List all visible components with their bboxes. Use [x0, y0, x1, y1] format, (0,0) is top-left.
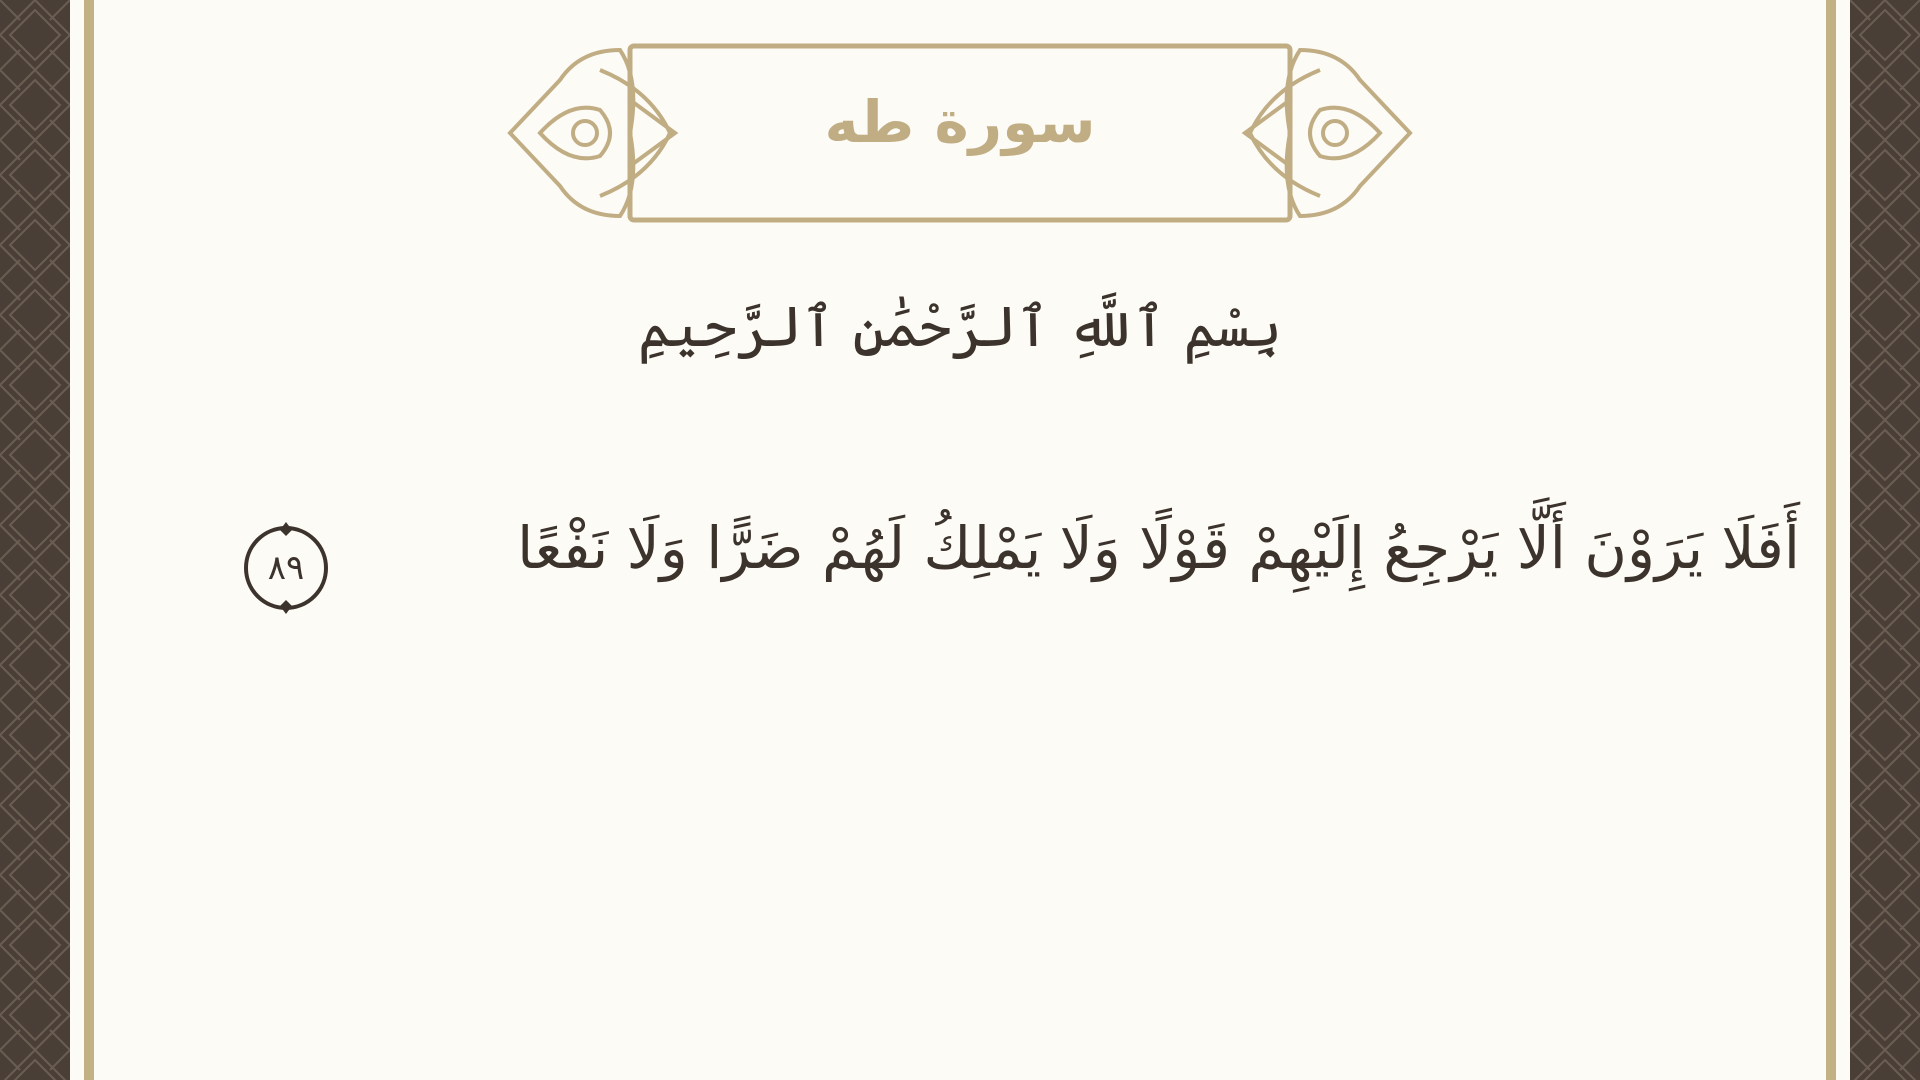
right-pattern-border [1850, 0, 1920, 1080]
verse-text: أَفَلَا يَرَوْنَ أَلَّا يَرْجِعُ إِلَيْهِمْ قَوْلًا وَلَا يَمْلِكُ لَهُمْ ضَرًّا وَلَا نَفْعًا [517, 514, 1800, 582]
right-gold-rule [1826, 0, 1836, 1080]
surah-title: سورة طه [824, 88, 1096, 156]
basmala-calligraphy: بِسْمِ ٱللَّهِ ٱلرَّحْمَٰنِ ٱلرَّحِيمِ [637, 295, 1283, 360]
left-gold-rule [84, 0, 94, 1080]
ayah-number-marker [240, 522, 332, 614]
left-pattern-border [0, 0, 70, 1080]
surah-title-cartouche [500, 40, 1420, 226]
ayah-number: ٨٩ [267, 548, 305, 588]
